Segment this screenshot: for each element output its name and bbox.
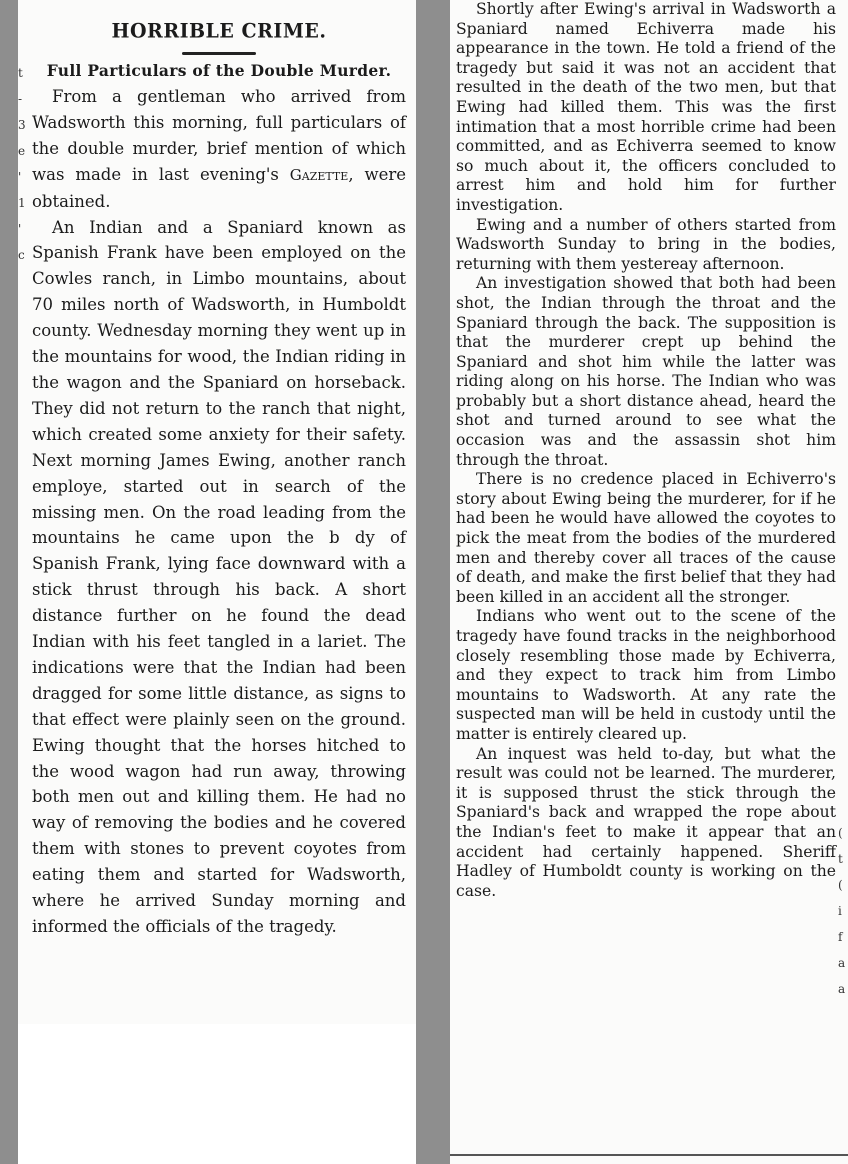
edge-fragment: t bbox=[838, 852, 843, 866]
left-column bbox=[18, 0, 416, 1024]
edge-fragment: ( bbox=[838, 878, 843, 892]
edge-fragment: i bbox=[838, 904, 842, 918]
end-rule bbox=[450, 1154, 848, 1156]
paragraph-intro: From a gentleman who arrived from Wadsworth this morning, full particulars of the double murder, brief mention of which was made in last evening's Gazette, were obtained. bbox=[32, 87, 406, 211]
edge-fragment: ' bbox=[18, 222, 22, 236]
paragraph-discovery: An Indian and a Spaniard known as Spanish Frank have been employed on the Cowles ranch, in Limbo mountains, about 70 miles north of Wadsworth, in Humboldt county. Wednesday morning they went up in the mountains for wood, the Indian riding in the wagon and the Spaniard on horseback. They did not return to the ranch that night, which created some anxiety for their safety. Next morning James Ewing, another ranch employe, started out in search of the missing men. On the road leading from the mountains he came upon the b dy of Spanish Frank, lying face downward with a stick thrust through his back. A short distance further on he found the dead Indian with his feet tangled in a lariet. The indications were that the Indian had been dragged for some little distance, as signs to that effect were plainly seen on the ground. Ewing thought that the horses hitched to the wood wagon had run away, throwing both men out and killing them. He had no way of removing the bodies and he covered them with stones to prevent coyotes from eating them and started for Wadsworth, where he arrived Sunday morning and informed the officials of the tragedy. bbox=[32, 217, 406, 936]
paragraph-echiverra: Shortly after Ewing's arrival in Wadsworth a Spaniard named Echiverra made his appearance in the town. He told a friend of the tragedy but said it was not an accident that resulted in the death of the two men, but that Ewing had killed them. This was the first intimation that a most horrible crime had been committed, and as Echiverra seemed to know so much about it, the officers concluded to arrest him and hold him for further investigation. bbox=[456, 0, 836, 214]
edge-fragment: - bbox=[18, 92, 23, 106]
right-column bbox=[450, 0, 848, 1164]
right-edge-fragments bbox=[838, 820, 848, 1002]
paragraph-tracks: Indians who went out to the scene of the tragedy have found tracks in the neighborhood closely resembling those made by Echiverra, and they expect to track him from Limbo mountains to Wadsworth. At any rate the suspected man will be held in custody until the matter is entirely cleared up. bbox=[456, 607, 836, 743]
edge-fragment: t bbox=[18, 66, 23, 80]
edge-fragment: ( bbox=[838, 826, 843, 840]
edge-fragment: f bbox=[838, 930, 843, 944]
edge-fragment: 3 bbox=[18, 118, 26, 132]
newspaper-name: Gazette bbox=[289, 165, 349, 184]
paragraph-inquest: An inquest was held to-day, but what the result was could not be learned. The murderer, it is supposed thrust the stick through the Spaniard's back and wrapped the rope about the Indian's feet to make it appear that an accident had certainly happened. Sheriff Hadley of Humboldt county is working on the case. bbox=[456, 744, 836, 900]
left-edge-fragments bbox=[18, 60, 32, 268]
headline-rule bbox=[182, 52, 256, 55]
paragraph-credence: There is no credence placed in Echiverro's story about Ewing being the murderer, for if he had been he would have allowed the coyotes to pick the meat from the bodies of the murdered men and thereby cover all traces of the cause of death, and make the first belief that they had been killed in an accident all the stronger. bbox=[456, 470, 836, 606]
edge-fragment: e bbox=[18, 144, 26, 158]
paragraph-investigation: An investigation showed that both had been shot, the Indian through the throat and the Spaniard through the back. The supposition is that the murderer crept up behind the Spaniard and shot him while the latter was riding along on his horse. The Indian who was probably but a short distance ahead, heard the shot and turned around to see what the occasion was and the assassin shot him through the throat. bbox=[456, 274, 836, 469]
edge-fragment: ' bbox=[18, 170, 22, 184]
left-gutter bbox=[0, 0, 18, 1164]
article-subhead: Full Particulars of the Double Murder. bbox=[46, 61, 392, 80]
edge-fragment: c bbox=[18, 248, 25, 262]
edge-fragment: 1 bbox=[18, 196, 26, 210]
center-gutter bbox=[416, 0, 450, 1164]
paragraph-bodies: Ewing and a number of others started from Wadsworth Sunday to bring in the bodies, returning with them yestereay afternoon. bbox=[456, 215, 836, 273]
article-headline: HORRIBLE CRIME. bbox=[111, 19, 327, 43]
edge-fragment: a bbox=[838, 982, 846, 996]
edge-fragment: a bbox=[838, 956, 846, 970]
